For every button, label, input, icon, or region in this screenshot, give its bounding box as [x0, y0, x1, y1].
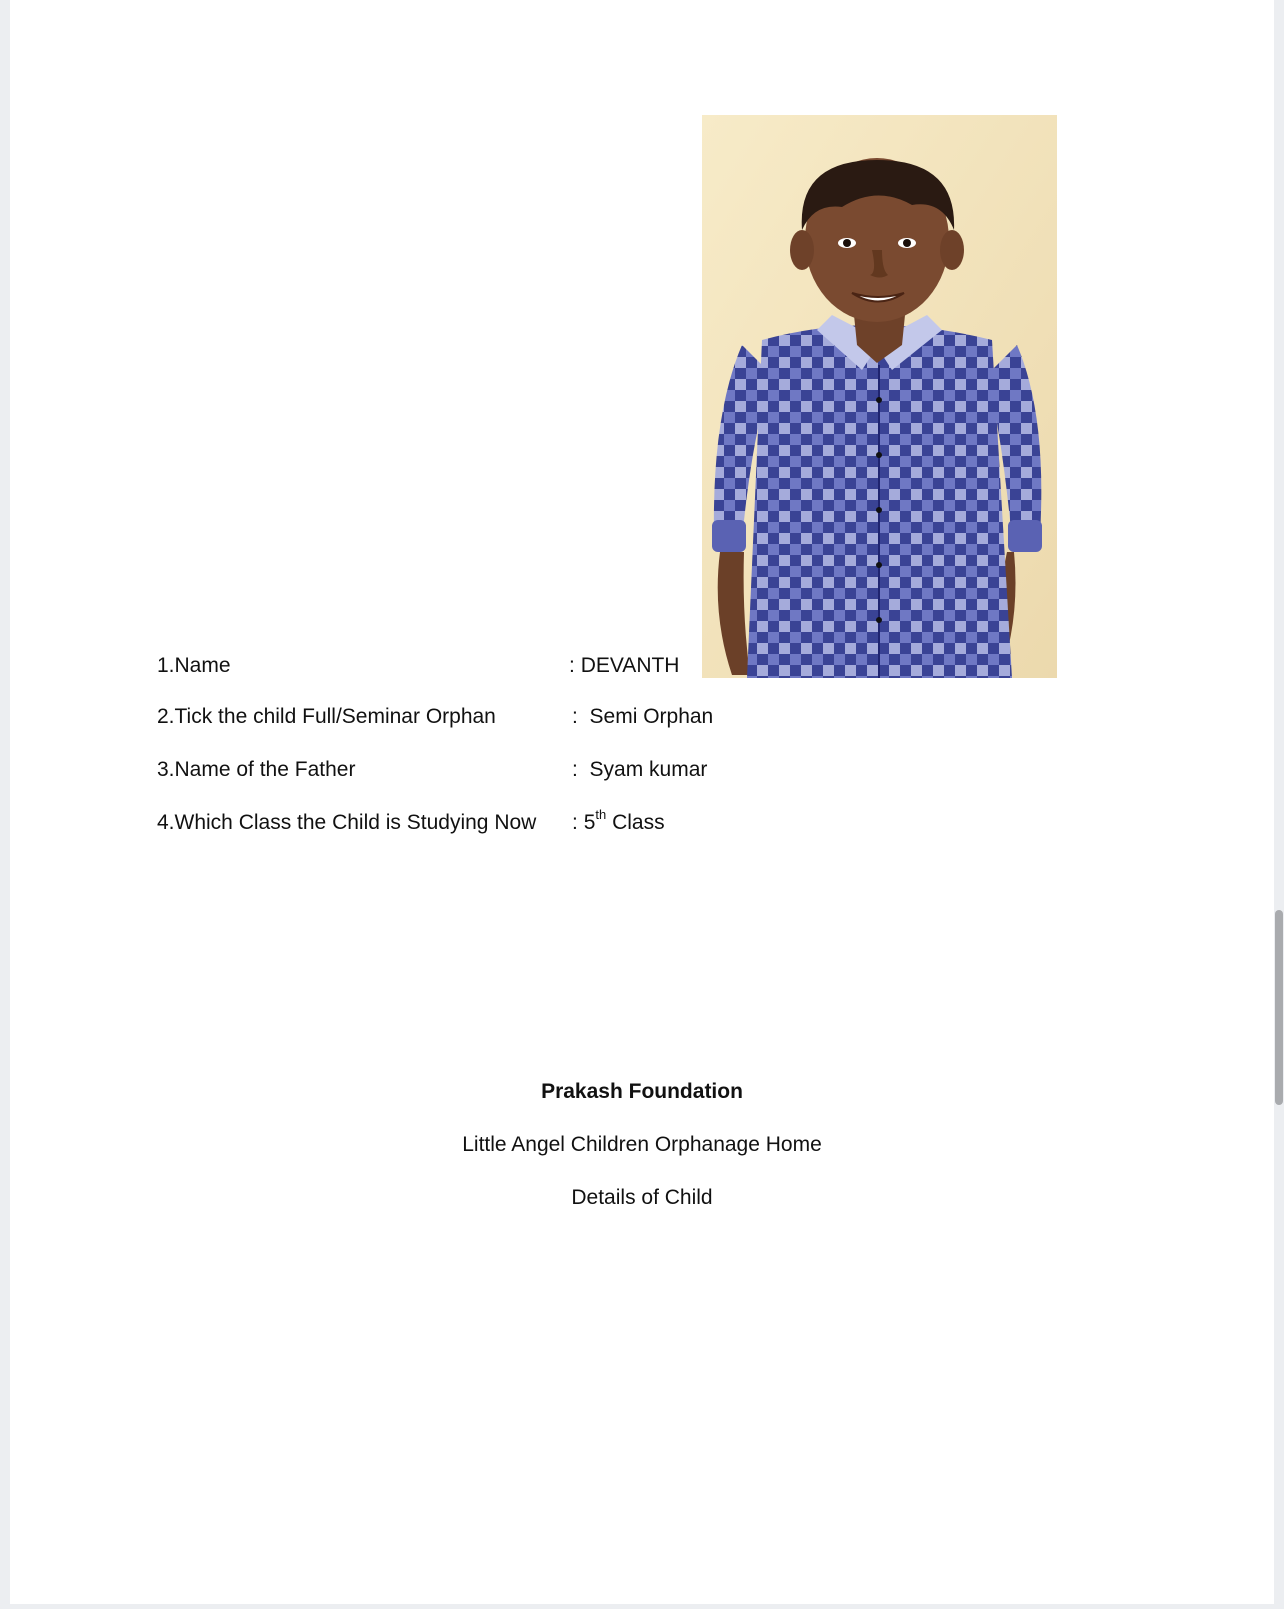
field-value-suffix: Class [612, 811, 665, 834]
field-label: 4.Which Class the Child is Studying Now [157, 811, 537, 834]
child-portrait-icon [702, 115, 1057, 678]
field-value-text: 5 [583, 811, 596, 834]
field-colon: : [572, 705, 578, 728]
field-value-superscript: th [595, 807, 607, 822]
vertical-scrollbar[interactable] [1274, 0, 1284, 1609]
field-colon: : [569, 654, 575, 677]
field-label: 2.Tick the child Full/Seminar Orphan [157, 705, 496, 728]
field-label: 1.Name [157, 654, 231, 677]
field-value-text: Syam kumar [589, 758, 708, 781]
field-value [572, 702, 713, 732]
field-value [572, 808, 665, 838]
document-page [10, 0, 1274, 1604]
field-colon: : [572, 758, 578, 781]
field-value [572, 755, 707, 785]
field-value-text: Semi Orphan [589, 705, 714, 728]
organization-title: Prakash Foundation [541, 1080, 743, 1103]
field-value [569, 651, 679, 681]
field-colon: : [572, 811, 578, 834]
section-heading: Details of Child [571, 1186, 713, 1209]
scrollbar-thumb[interactable] [1275, 910, 1283, 1105]
child-photo [702, 115, 1057, 678]
field-value-text: DEVANTH [580, 654, 680, 677]
field-label: 3.Name of the Father [157, 758, 356, 781]
home-name: Little Angel Children Orphanage Home [462, 1133, 822, 1156]
